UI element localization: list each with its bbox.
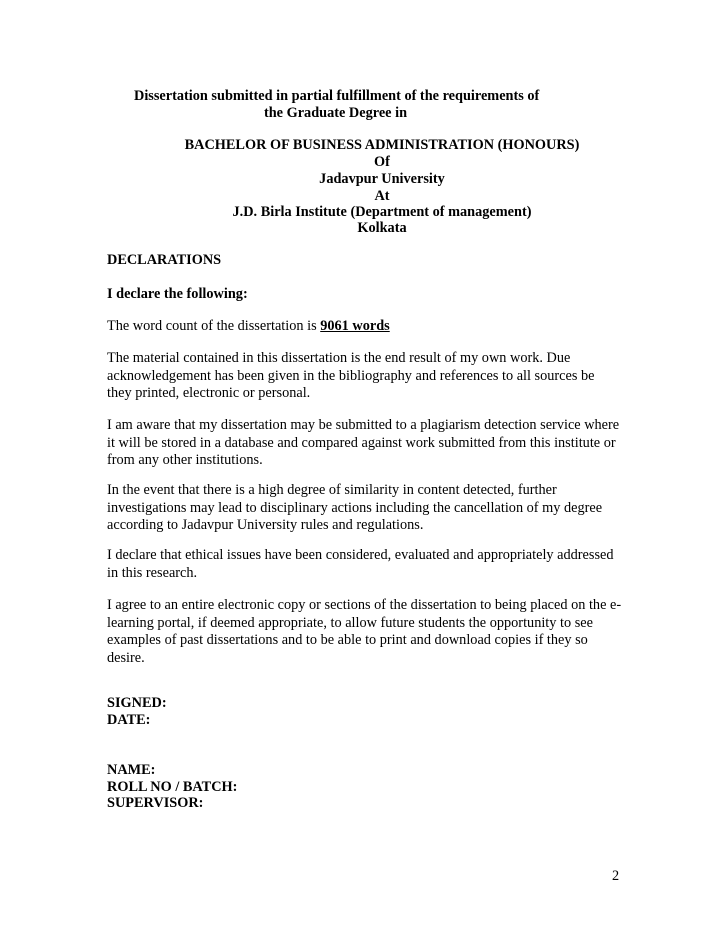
declarations-heading: DECLARATIONS: [107, 252, 222, 268]
paragraph-line: it will be stored in a database and compared against work submitted from this institute or: [107, 434, 616, 451]
declaration-paragraph-3: [107, 482, 627, 535]
declaration-paragraph-5: [107, 597, 627, 667]
paragraph-line: examples of past dissertations and to be able to print and download copies if they so: [107, 632, 588, 648]
paragraph-line: I agree to an entire electronic copy or sections of the dissertation to being placed on the e-: [107, 597, 622, 613]
supervisor-label: SUPERVISOR:: [107, 795, 204, 811]
paragraph-line: In the event that there is a high degree of similarity in content detected, further: [107, 482, 557, 498]
declare-intro: I declare the following:: [107, 286, 248, 302]
of-label: Of: [374, 154, 390, 170]
paragraph-line: The material contained in this dissertation is the end result of my own work. Due: [107, 350, 571, 366]
word-count-line: [107, 318, 390, 335]
roll-batch-label: ROLL NO / BATCH:: [107, 779, 238, 795]
date-label: DATE:: [107, 712, 151, 728]
city-name: Kolkata: [357, 220, 407, 236]
word-count-prefix: The word count of the dissertation is: [107, 318, 321, 334]
paragraph-line: investigations may lead to disciplinary actions including the cancellation of my degree: [107, 499, 603, 516]
institute-name: J.D. Birla Institute (Department of management): [232, 204, 532, 220]
paragraph-line: I declare that ethical issues have been considered, evaluated and appropriately addressed: [107, 547, 614, 563]
paragraph-line: desire.: [107, 649, 145, 666]
paragraph-line: they printed, electronic or personal.: [107, 385, 311, 401]
paragraph-line: learning portal, if deemed appropriate, to allow future students the opportunity to see: [107, 614, 593, 631]
declaration-paragraph-1: [107, 350, 627, 403]
paragraph-line: I am aware that my dissertation may be submitted to a plagiarism detection service where: [107, 417, 620, 433]
paragraph-line: acknowledgement has been given in the bibliography and references to all sources be: [107, 367, 595, 384]
paragraph-line: from any other institutions.: [107, 452, 263, 468]
declaration-paragraph-2: [107, 417, 627, 470]
page-number: 2: [612, 868, 620, 884]
header-line-2: the Graduate Degree in: [263, 105, 408, 121]
name-label: NAME:: [107, 762, 156, 778]
declaration-paragraph-4: [107, 547, 627, 582]
paragraph-line: according to Jadavpur University rules and regulations.: [107, 517, 424, 533]
word-count-value: 9061 words: [320, 318, 390, 334]
header-line-1: Dissertation submitted in partial fulfillment of the requirements of: [134, 88, 540, 104]
signed-label: SIGNED:: [107, 695, 167, 711]
paragraph-line: in this research.: [107, 564, 198, 581]
degree-title: BACHELOR OF BUSINESS ADMINISTRATION (HONOURS): [184, 137, 580, 153]
at-label: At: [374, 188, 390, 204]
university-name: Jadavpur University: [319, 171, 445, 187]
